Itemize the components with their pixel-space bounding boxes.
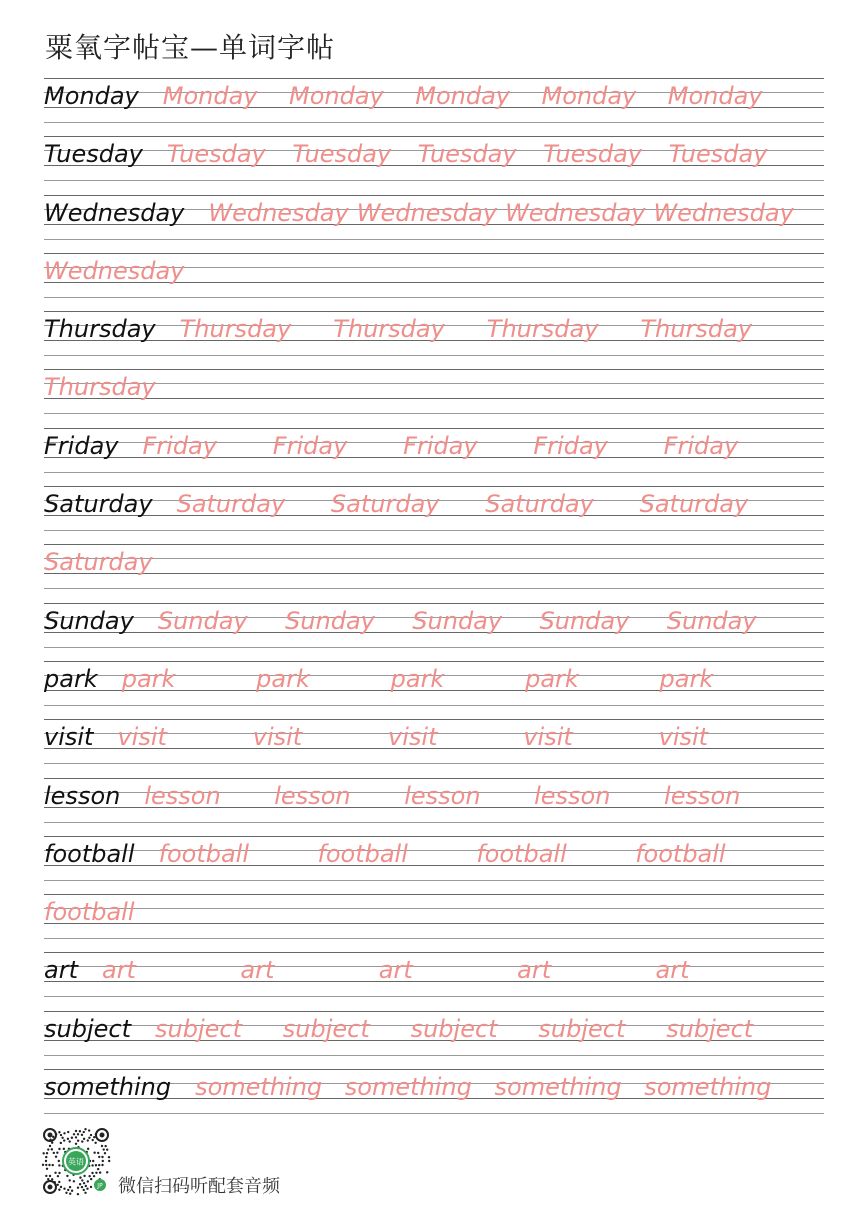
trace-word: Saturday xyxy=(639,490,749,519)
practice-row xyxy=(44,361,824,419)
trace-word: Wednesday xyxy=(505,198,646,227)
trace-word: lesson xyxy=(274,781,351,810)
guide-line xyxy=(44,122,824,123)
guide-line xyxy=(44,763,824,764)
trace-word: visit xyxy=(658,723,709,752)
word-line xyxy=(44,607,824,641)
word-line xyxy=(44,665,824,699)
trace-word: Thursday xyxy=(333,315,445,344)
trace-word: lesson xyxy=(534,781,611,810)
practice-row xyxy=(44,420,824,478)
trace-word: Monday xyxy=(289,82,384,110)
practice-row xyxy=(44,886,824,944)
trace-word: Tuesday xyxy=(166,140,266,169)
trace-word: something xyxy=(644,1073,772,1102)
word-line xyxy=(44,840,824,874)
model-word: Monday xyxy=(44,82,139,110)
trace-word: Tuesday xyxy=(417,140,517,169)
trace-word: Sunday xyxy=(157,606,248,635)
trace-word: football xyxy=(476,839,567,868)
trace-word: Wednesday xyxy=(653,198,794,227)
trace-word: Sunday xyxy=(666,606,757,635)
trace-word: park xyxy=(390,664,445,693)
word-line xyxy=(44,1015,824,1049)
trace-word: Wednesday xyxy=(356,198,498,227)
practice-row xyxy=(44,128,824,186)
model-word: lesson xyxy=(44,781,121,810)
practice-row xyxy=(44,653,824,711)
model-word: Sunday xyxy=(44,606,134,635)
model-word: subject xyxy=(44,1014,131,1043)
practice-row xyxy=(44,478,824,536)
trace-word: subject xyxy=(155,1014,242,1043)
guide-line xyxy=(44,180,824,181)
trace-word: Tuesday xyxy=(543,140,643,169)
guide-line xyxy=(44,486,824,487)
trace-word: something xyxy=(195,1073,323,1102)
guide-line xyxy=(44,1113,824,1114)
guide-line xyxy=(44,938,824,939)
trace-word: football xyxy=(158,839,250,868)
trace-word: visit xyxy=(523,723,573,752)
trace-word: Thursday xyxy=(640,315,752,344)
practice-row xyxy=(44,536,824,594)
trace-word: something xyxy=(344,1073,472,1102)
guide-line xyxy=(44,822,824,823)
model-word: something xyxy=(44,1073,172,1102)
trace-word: Thursday xyxy=(486,315,599,344)
practice-row xyxy=(44,770,824,828)
guide-line xyxy=(44,239,824,240)
trace-word: Monday xyxy=(667,82,763,110)
word-line xyxy=(44,898,824,932)
model-word: Thursday xyxy=(44,315,156,344)
word-line xyxy=(44,956,824,990)
word-line xyxy=(44,1073,824,1107)
trace-word: football xyxy=(635,839,726,868)
trace-word: Friday xyxy=(533,431,608,460)
trace-word: Friday xyxy=(403,431,478,460)
trace-word: visit xyxy=(117,723,167,752)
model-word: Friday xyxy=(44,431,119,460)
word-line xyxy=(44,723,824,757)
model-word: Wednesday xyxy=(44,198,185,227)
guide-line xyxy=(44,778,824,779)
trace-word: subject xyxy=(538,1014,626,1043)
trace-word: art xyxy=(101,956,136,985)
qr-badge-label: 英语 xyxy=(68,1157,84,1167)
trace-word: Sunday xyxy=(412,606,503,635)
practice-row xyxy=(44,828,824,886)
trace-word: Wednesday xyxy=(44,256,185,285)
trace-word: Thursday xyxy=(44,373,156,402)
guide-line xyxy=(44,1055,824,1056)
guide-line xyxy=(44,297,824,298)
word-line xyxy=(44,315,824,349)
guide-line xyxy=(44,836,824,837)
practice-row xyxy=(44,711,824,769)
trace-word: Saturday xyxy=(176,490,286,519)
trace-word: lesson xyxy=(144,781,221,810)
guide-line xyxy=(44,369,824,370)
trace-word: Monday xyxy=(541,82,637,110)
word-line xyxy=(44,199,824,233)
guide-line xyxy=(44,1011,824,1012)
trace-word: park xyxy=(256,664,310,693)
guide-line xyxy=(44,136,824,137)
guide-line xyxy=(44,705,824,706)
guide-line xyxy=(44,952,824,953)
model-word: Tuesday xyxy=(44,140,143,169)
trace-word: Friday xyxy=(142,431,217,460)
trace-word: Sunday xyxy=(539,606,630,635)
trace-word: Friday xyxy=(272,431,348,460)
trace-word: art xyxy=(517,956,552,985)
trace-word: subject xyxy=(282,1014,370,1043)
word-line xyxy=(44,548,824,582)
guide-line xyxy=(44,996,824,997)
trace-word: lesson xyxy=(664,781,741,810)
trace-word: visit xyxy=(388,723,438,752)
model-word: art xyxy=(44,956,78,985)
practice-row xyxy=(44,303,824,361)
guide-line xyxy=(44,894,824,895)
trace-word: Saturday xyxy=(485,490,594,519)
word-line xyxy=(44,82,824,116)
trace-word: lesson xyxy=(404,781,481,810)
practice-row xyxy=(44,1003,824,1061)
word-line xyxy=(44,782,824,816)
practice-row xyxy=(44,187,824,245)
guide-line xyxy=(44,530,824,531)
practice-row xyxy=(44,595,824,653)
page-title: 粟氧字帖宝—单词字帖 xyxy=(45,31,336,64)
guide-line xyxy=(44,603,824,604)
trace-word: Monday xyxy=(415,82,510,110)
trace-word: Thursday xyxy=(179,315,292,344)
trace-word: Monday xyxy=(162,82,258,110)
trace-word: park xyxy=(121,664,176,693)
trace-word: Wednesday xyxy=(208,198,349,227)
model-word: visit xyxy=(44,723,94,752)
guide-line xyxy=(44,355,824,356)
trace-word: visit xyxy=(252,723,303,752)
practice-rows xyxy=(44,70,824,1119)
trace-word: park xyxy=(659,664,714,693)
guide-line xyxy=(44,472,824,473)
guide-line xyxy=(44,195,824,196)
guide-line xyxy=(44,880,824,881)
word-line xyxy=(44,373,824,407)
qr-corner-label: JP xyxy=(97,1182,103,1190)
trace-word: something xyxy=(494,1073,622,1102)
practice-row xyxy=(44,944,824,1002)
trace-word: Tuesday xyxy=(292,140,392,169)
guide-line xyxy=(44,428,824,429)
qr-code-icon xyxy=(40,1125,112,1197)
practice-row xyxy=(44,70,824,128)
trace-word: Saturday xyxy=(44,548,153,577)
trace-word: football xyxy=(44,898,135,927)
trace-word: subject xyxy=(666,1014,754,1043)
word-line xyxy=(44,257,824,291)
trace-word: Tuesday xyxy=(668,140,768,169)
footer xyxy=(40,1125,440,1205)
trace-word: Saturday xyxy=(330,490,440,519)
trace-word: Sunday xyxy=(285,606,375,635)
trace-word: art xyxy=(240,956,275,985)
trace-word: park xyxy=(525,664,579,693)
guide-line xyxy=(44,588,824,589)
guide-line xyxy=(44,719,824,720)
model-word: Saturday xyxy=(44,490,153,519)
word-line xyxy=(44,140,824,174)
trace-word: art xyxy=(655,956,690,985)
guide-line xyxy=(44,78,824,79)
guide-line xyxy=(44,1069,824,1070)
guide-line xyxy=(44,311,824,312)
guide-line xyxy=(44,413,824,414)
practice-row xyxy=(44,1061,824,1119)
guide-line xyxy=(44,647,824,648)
footer-caption: 微信扫码听配套音频 xyxy=(118,1176,280,1197)
model-word: park xyxy=(44,664,98,693)
word-line xyxy=(44,490,824,524)
practice-row xyxy=(44,245,824,303)
guide-line xyxy=(44,544,824,545)
trace-word: Friday xyxy=(663,431,739,460)
trace-word: football xyxy=(317,839,408,868)
model-word: football xyxy=(44,839,135,868)
trace-word: art xyxy=(378,956,413,985)
trace-word: subject xyxy=(410,1014,498,1043)
word-line xyxy=(44,432,824,466)
guide-line xyxy=(44,253,824,254)
guide-line xyxy=(44,661,824,662)
